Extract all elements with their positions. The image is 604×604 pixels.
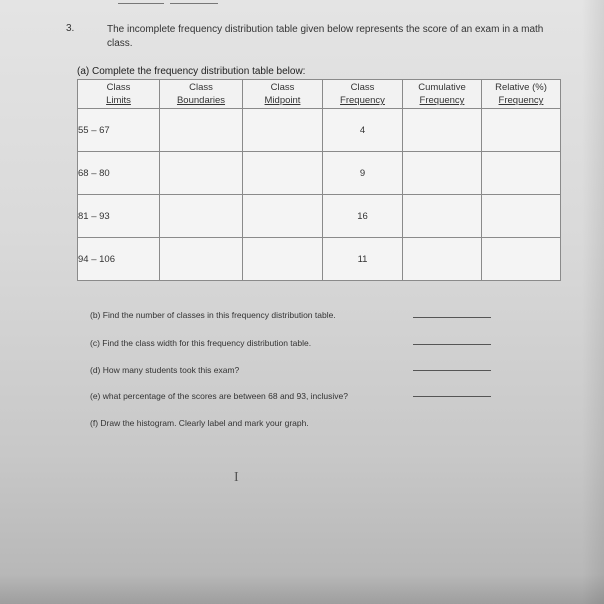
question-f: (f) Draw the histogram. Clearly label and mark your graph. [90, 418, 309, 428]
cumulative-frequency-cell[interactable] [403, 238, 482, 281]
class-limits-cell: 68 – 80 [78, 152, 160, 195]
part-a-instruction: (a) Complete the frequency distribution table below: [77, 66, 306, 77]
cumulative-frequency-cell[interactable] [403, 152, 482, 195]
table-row [78, 195, 561, 238]
page-shadow [582, 0, 604, 604]
relative-frequency-cell[interactable] [482, 109, 561, 152]
header-class-boundaries: Class Boundaries [160, 80, 243, 109]
question-text: The incomplete frequency distribution table given below represents the score of an exam in a math class. [107, 24, 544, 49]
class-frequency-cell: 11 [323, 238, 403, 281]
class-midpoint-cell[interactable] [243, 152, 323, 195]
question-e: (e) what percentage of the scores are between 68 and 93, inclusive? [90, 391, 348, 401]
class-boundaries-cell[interactable] [160, 195, 243, 238]
top-rule [118, 3, 164, 4]
header-relative-frequency: Relative (%) Frequency [482, 80, 561, 109]
class-frequency-cell: 16 [323, 195, 403, 238]
class-boundaries-cell[interactable] [160, 109, 243, 152]
answer-blank-d[interactable] [413, 370, 491, 371]
page-shadow [0, 574, 604, 604]
answer-blank-b[interactable] [413, 317, 491, 318]
relative-frequency-cell[interactable] [482, 195, 561, 238]
class-midpoint-cell[interactable] [243, 109, 323, 152]
table-header-row [78, 80, 561, 109]
header-class-frequency: Class Frequency [323, 80, 403, 109]
question-number: 3. [66, 23, 75, 34]
header-cumulative-frequency: Cumulative Frequency [403, 80, 482, 109]
question-d: (d) How many students took this exam? [90, 365, 240, 375]
class-boundaries-cell[interactable] [160, 238, 243, 281]
relative-frequency-cell[interactable] [482, 152, 561, 195]
answer-blank-e[interactable] [413, 396, 491, 397]
table-row [78, 238, 561, 281]
class-midpoint-cell[interactable] [243, 238, 323, 281]
top-rule [170, 3, 218, 4]
header-class-midpoint: Class Midpoint [243, 80, 323, 109]
cumulative-frequency-cell[interactable] [403, 195, 482, 238]
class-limits-cell: 55 – 67 [78, 109, 160, 152]
header-class-limits: Class Limits [78, 80, 160, 109]
frequency-distribution-table [77, 79, 561, 281]
class-boundaries-cell[interactable] [160, 152, 243, 195]
table-row [78, 152, 561, 195]
cumulative-frequency-cell[interactable] [403, 109, 482, 152]
class-frequency-cell: 4 [323, 109, 403, 152]
class-frequency-cell: 9 [323, 152, 403, 195]
class-limits-cell: 94 – 106 [78, 238, 160, 281]
text-cursor-icon: I [234, 470, 239, 485]
answer-blank-c[interactable] [413, 344, 491, 345]
question-b: (b) Find the number of classes in this frequency distribution table. [90, 310, 336, 320]
relative-frequency-cell[interactable] [482, 238, 561, 281]
table-row [78, 109, 561, 152]
question-c: (c) Find the class width for this frequency distribution table. [90, 338, 312, 348]
class-limits-cell: 81 – 93 [78, 195, 160, 238]
class-midpoint-cell[interactable] [243, 195, 323, 238]
